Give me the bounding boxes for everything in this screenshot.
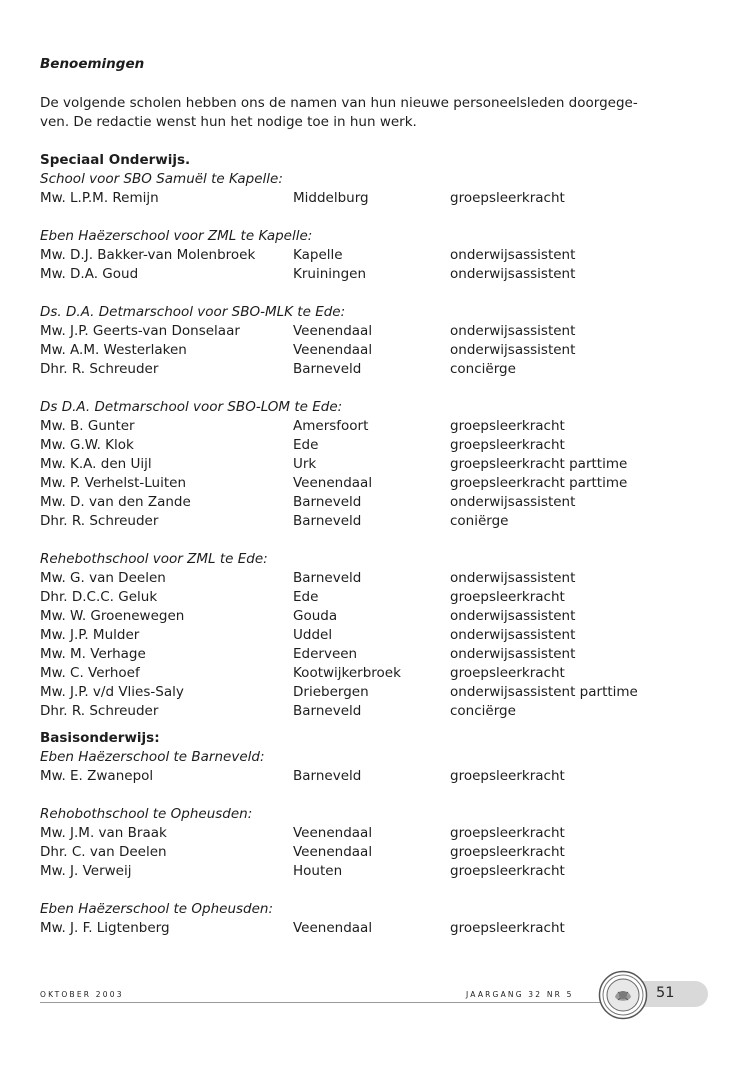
staff-row [40,862,700,881]
staff-role: coniërge [450,513,509,529]
staff-name: Mw. K.A. den Uijl [40,456,152,472]
staff-row [40,702,700,721]
staff-place: Barneveld [293,703,362,719]
staff-place: Middelburg [293,190,369,206]
staff-role: onderwijsassistent [450,323,576,339]
staff-row [40,767,700,786]
staff-row [40,246,700,265]
school-name: Ds D.A. Detmarschool voor SBO-LOM te Ede: [40,399,343,415]
school-spacer [40,379,700,398]
staff-place: Barneveld [293,768,362,784]
page-number: 51 [656,985,675,1001]
staff-place: Urk [293,456,317,472]
staff-place: Driebergen [293,684,369,700]
staff-role: onderwijsassistent [450,608,576,624]
staff-name: Mw. G. van Deelen [40,570,166,586]
staff-name: Mw. J. F. Ligtenberg [40,920,170,936]
staff-row [40,189,700,208]
staff-place: Kootwijkerbroek [293,665,401,681]
school-name: Rehebothschool voor ZML te Ede: [40,551,268,567]
staff-row [40,569,700,588]
staff-place: Ederveen [293,646,358,662]
staff-row [40,474,700,493]
staff-role: groepsleerkracht [450,768,565,784]
staff-name: Mw. B. Gunter [40,418,135,434]
staff-place: Barneveld [293,513,362,529]
staff-name: Mw. J.P. v/d Vlies-Saly [40,684,184,700]
staff-place: Veenendaal [293,920,373,936]
staff-row [40,322,700,341]
staff-role: groepsleerkracht [450,920,565,936]
staff-role: groepsleerkracht [450,665,565,681]
staff-place: Houten [293,863,343,879]
school-name: School voor SBO Samuël te Kapelle: [40,171,283,187]
footer-rule [40,1002,600,1003]
staff-place: Veenendaal [293,825,373,841]
staff-row [40,341,700,360]
staff-role: onderwijsassistent [450,342,576,358]
appointments-list [40,151,700,938]
staff-place: Veenendaal [293,342,373,358]
staff-row [40,265,700,284]
staff-row [40,824,700,843]
staff-name: Dhr. D.C.C. Geluk [40,589,158,605]
staff-row [40,493,700,512]
staff-name: Dhr. R. Schreuder [40,703,159,719]
staff-role: groepsleerkracht [450,190,565,206]
school-name: Eben Haëzerschool voor ZML te Kapelle: [40,228,313,244]
staff-role: groepsleerkracht [450,863,565,879]
staff-place: Gouda [293,608,338,624]
school-name: Eben Haëzerschool te Barneveld: [40,749,265,765]
staff-name: Mw. A.M. Westerlaken [40,342,187,358]
staff-role: onderwijsassistent [450,646,576,662]
staff-name: Mw. P. Verhelst-Luiten [40,475,187,491]
staff-row [40,588,700,607]
staff-role: onderwijsassistent [450,627,576,643]
staff-name: Mw. M. Verhage [40,646,146,662]
school-name: Eben Haëzerschool te Opheusden: [40,901,274,917]
footer-date: OKTOBER 2003 [40,990,124,999]
category-title: Basisonderwijs: [40,730,160,746]
staff-name: Mw. G.W. Klok [40,437,134,453]
school-spacer [40,786,700,805]
staff-place: Veenendaal [293,323,373,339]
staff-role: onderwijsassistent [450,266,576,282]
staff-role: groepsleerkracht [450,418,565,434]
staff-role: onderwijsassistent parttime [450,684,638,700]
staff-role: groepsleerkracht [450,844,565,860]
staff-place: Kruiningen [293,266,367,282]
staff-row [40,664,700,683]
staff-name: Mw. D.J. Bakker-van Molenbroek [40,247,256,263]
school-spacer [40,881,700,900]
staff-name: Dhr. R. Schreuder [40,513,159,529]
school-spacer [40,531,700,550]
staff-row [40,843,700,862]
school-name: Rehobothschool te Opheusden: [40,806,253,822]
staff-place: Ede [293,589,319,605]
staff-role: onderwijsassistent [450,247,576,263]
school-spacer [40,284,700,303]
staff-role: groepsleerkracht [450,589,565,605]
staff-name: Mw. J.P. Geerts-van Donselaar [40,323,240,339]
staff-place: Barneveld [293,361,362,377]
staff-name: Mw. J. Verweij [40,863,132,879]
staff-name: Mw. J.M. van Braak [40,825,167,841]
staff-place: Barneveld [293,570,362,586]
footer-volume: JAARGANG 32 NR 5 [466,990,574,999]
staff-role: conciërge [450,703,516,719]
intro-paragraph: De volgende scholen hebben ons de namen van hun nieuwe personeelsleden doorgege-ven. De redactie wenst hun het nodige toe in hun werk. [40,95,638,130]
staff-place: Veenendaal [293,844,373,860]
staff-row [40,626,700,645]
staff-row [40,919,700,938]
staff-name: Dhr. R. Schreuder [40,361,159,377]
staff-role: conciërge [450,361,516,377]
school-name: Ds. D.A. Detmarschool voor SBO-MLK te Ede: [40,304,346,320]
staff-place: Ede [293,437,319,453]
staff-role: onderwijsassistent [450,494,576,510]
staff-name: Mw. C. Verhoef [40,665,140,681]
staff-row [40,645,700,664]
staff-place: Uddel [293,627,333,643]
staff-row [40,455,700,474]
staff-role: groepsleerkracht parttime [450,475,628,491]
staff-name: Mw. E. Zwanepol [40,768,154,784]
school-spacer [40,208,700,227]
staff-name: Mw. D. van den Zande [40,494,191,510]
staff-role: onderwijsassistent [450,570,576,586]
staff-role: groepsleerkracht [450,437,565,453]
staff-name: Mw. D.A. Goud [40,266,139,282]
staff-place: Barneveld [293,494,362,510]
staff-role: groepsleerkracht parttime [450,456,628,472]
category-title: Speciaal Onderwijs. [40,152,191,168]
staff-place: Veenendaal [293,475,373,491]
staff-row [40,683,700,702]
staff-place: Amersfoort [293,418,369,434]
staff-role: groepsleerkracht [450,825,565,841]
staff-row [40,436,700,455]
staff-row [40,512,700,531]
staff-name: Mw. L.P.M. Remijn [40,190,159,206]
category-spacer [40,721,700,729]
staff-name: Mw. W. Groenewegen [40,608,185,624]
seal-logo-icon [598,970,648,1020]
page-heading: Benoemingen [40,56,145,72]
staff-row [40,607,700,626]
staff-name: Dhr. C. van Deelen [40,844,167,860]
staff-place: Kapelle [293,247,343,263]
staff-row [40,417,700,436]
staff-row [40,360,700,379]
staff-name: Mw. J.P. Mulder [40,627,140,643]
